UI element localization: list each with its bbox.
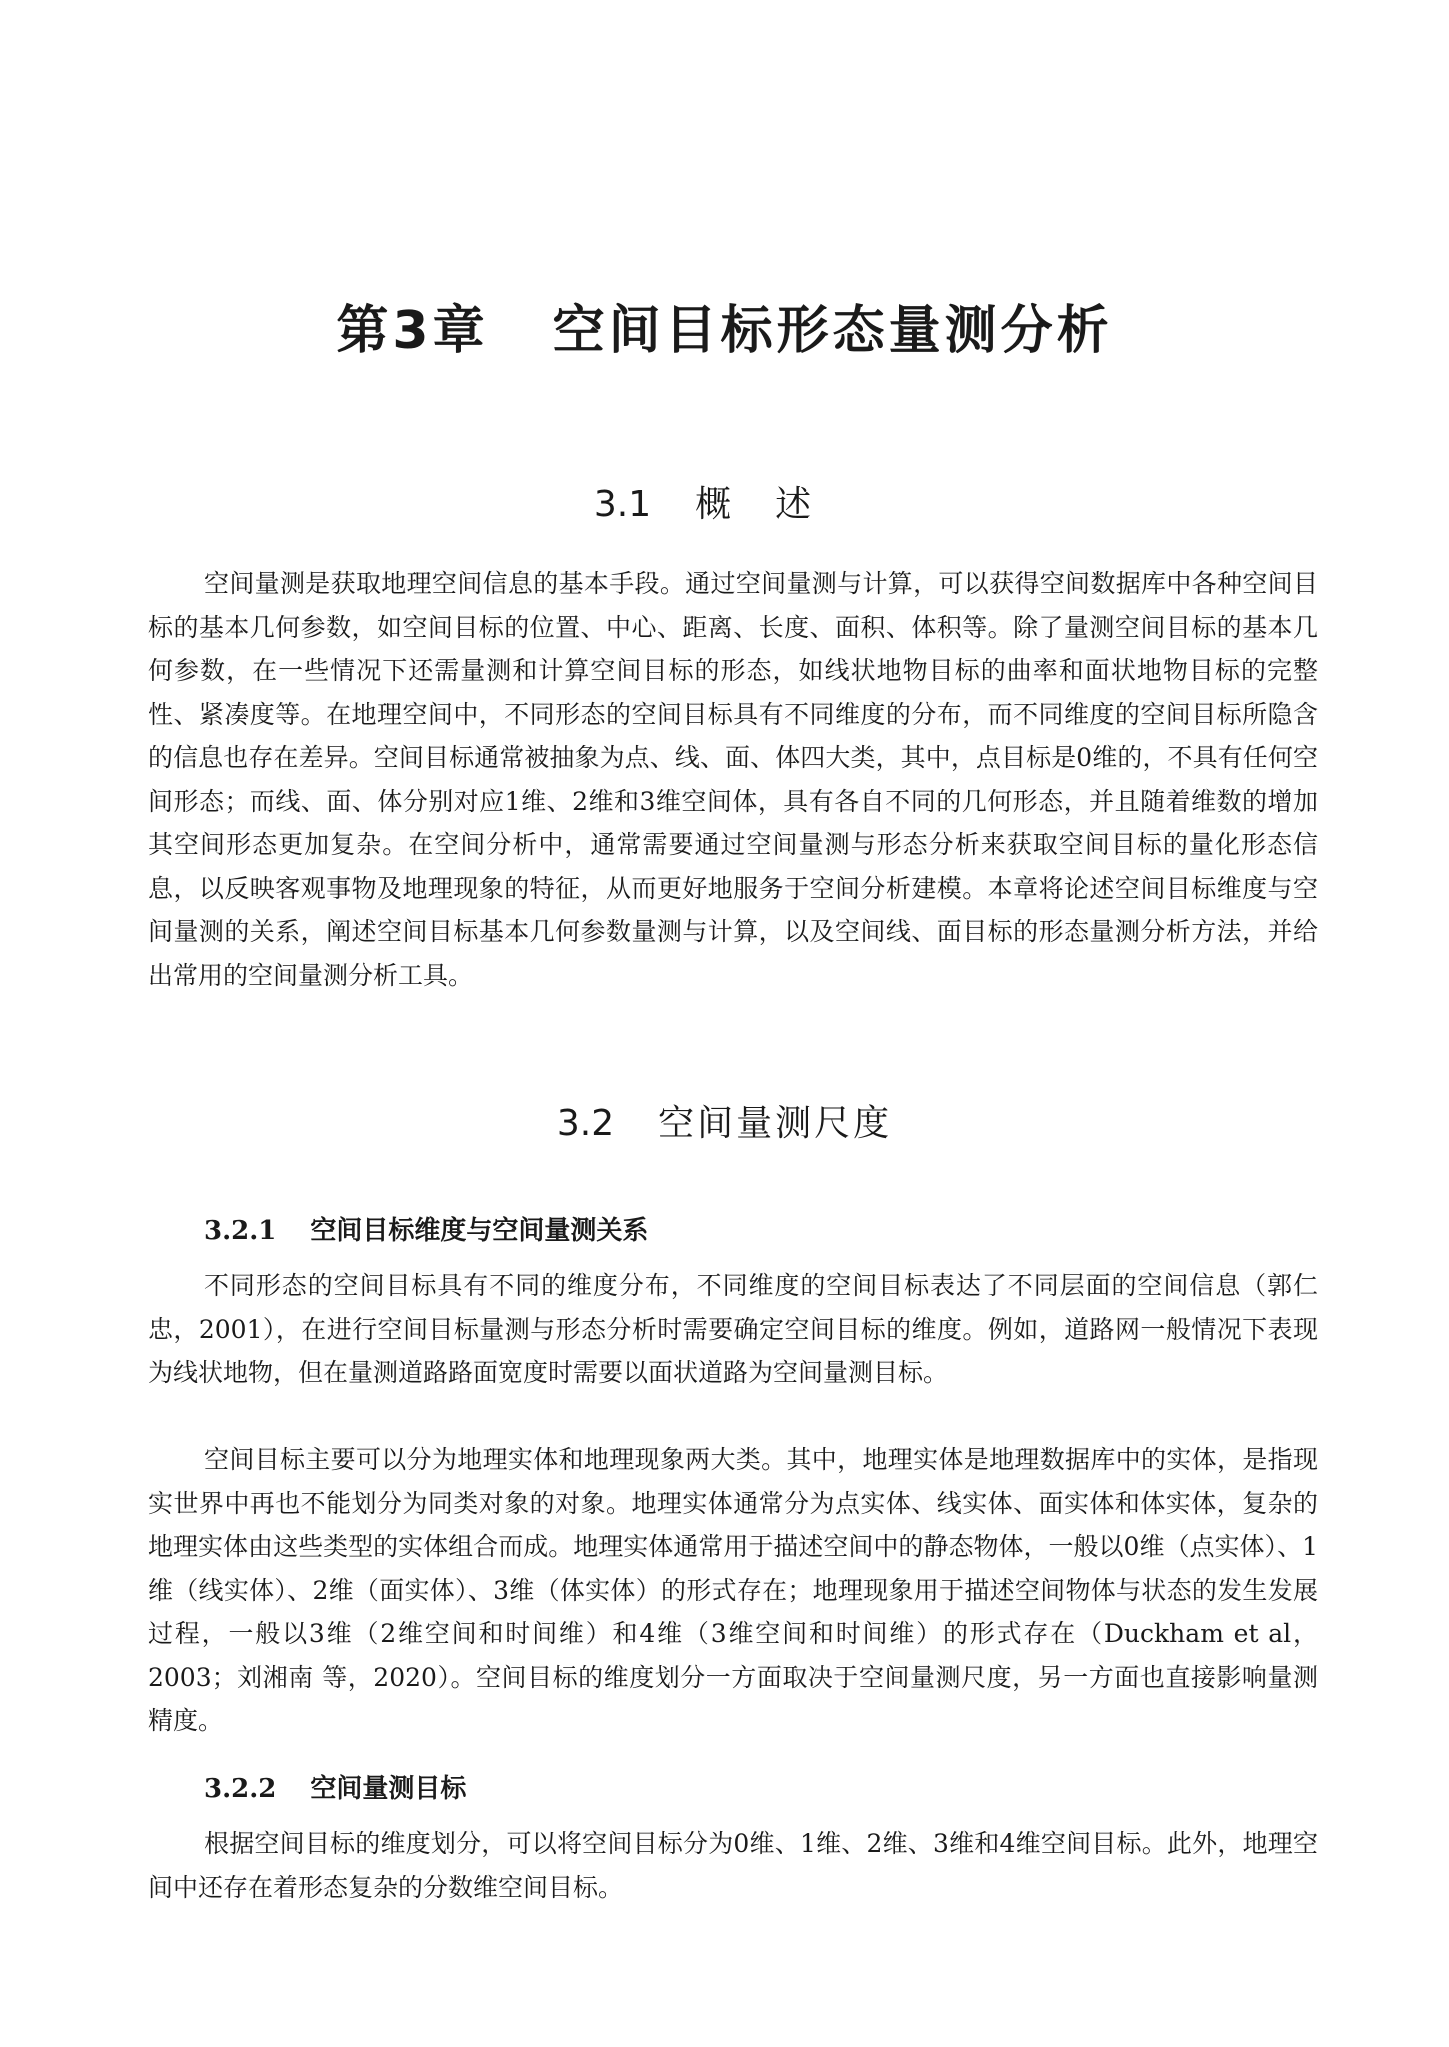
paragraph-measurement-targets: 根据空间目标的维度划分，可以将空间目标分为0维、1维、2维、3维和4维空间目标。此外，地理空间中还存在着形态复杂的分数维空间目标。 bbox=[148, 1829, 1318, 1902]
section-number: 3.2 bbox=[556, 1103, 615, 1144]
subsection-title-text: 空间目标维度与空间量测关系 bbox=[310, 1216, 649, 1246]
subsection-heading-3-2-1 bbox=[204, 1210, 648, 1247]
paragraph-dimension-distribution: 不同形态的空间目标具有不同的维度分布，不同维度的空间目标表达了不同层面的空间信息（郭仁忠，2001），在进行空间目标量测与形态分析时需要确定空间目标的维度。例如，道路网一般情况下表现为线状地物，但在量测道路路面宽度时需要以面状道路为空间量测目标。 bbox=[148, 1271, 1318, 1387]
paragraph-entity-and-phenomenon: 空间目标主要可以分为地理实体和地理现象两大类。其中，地理实体是地理数据库中的实体，是指现实世界中再也不能划分为同类对象的对象。地理实体通常分为点实体、线实体、面实体和体实体，复杂的地理实体由这些类型的实体组合而成。地理实体通常用于描述空间中的静态物体，一般以0维（点实体）、1维（线实体）、2维（面实体）、3维（体实体）的形式存在；地理现象用于描述空间物体与状态的发生发展过程，一般以3维（2维空间和时间维）和4维（3维空间和时间维）的形式存在（Duckham et al，2003；刘湘南 等，2020）。空间目标的维度划分一方面取决于空间量测尺度，另一方面也直接影响量测精度。 bbox=[148, 1445, 1318, 1735]
subsection-title-text: 空间量测目标 bbox=[310, 1774, 467, 1804]
chapter-title bbox=[0, 288, 1449, 363]
chapter-number: 第3章 bbox=[336, 301, 489, 361]
subsection-number: 3.2.1 bbox=[204, 1216, 277, 1246]
section-title-text: 概述 bbox=[695, 484, 856, 525]
section-number: 3.1 bbox=[593, 484, 652, 525]
section-title-text: 空间量测尺度 bbox=[658, 1103, 893, 1144]
subsection-number: 3.2.2 bbox=[204, 1774, 277, 1804]
subsection-heading-3-2-2 bbox=[204, 1768, 466, 1805]
chapter-title-text: 空间目标形态量测分析 bbox=[552, 301, 1113, 361]
paragraph-overview: 空间量测是获取地理空间信息的基本手段。通过空间量测与计算，可以获得空间数据库中各种空间目标的基本几何参数，如空间目标的位置、中心、距离、长度、面积、体积等。除了量测空间目标的基本几何参数，在一些情况下还需量测和计算空间目标的形态，如线状地物目标的曲率和面状地物目标的完整性、紧凑度等。在地理空间中，不同形态的空间目标具有不同维度的分布，而不同维度的空间目标所隐含的信息也存在差异。空间目标通常被抽象为点、线、面、体四大类，其中，点目标是0维的，不具有任何空间形态；而线、面、体分别对应1维、2维和3维空间体，具有各自不同的几何形态，并且随着维数的增加其空间形态更加复杂。在空间分析中，通常需要通过空间量测与形态分析来获取空间目标的量化形态信息，以反映客观事物及地理现象的特征，从而更好地服务于空间分析建模。本章将论述空间目标维度与空间量测的关系，阐述空间目标基本几何参数量测与计算，以及空间线、面目标的形态量测分析方法，并给出常用的空间量测分析工具。 bbox=[148, 569, 1318, 990]
section-heading-3-1 bbox=[0, 476, 1449, 527]
section-heading-3-2 bbox=[0, 1095, 1449, 1146]
